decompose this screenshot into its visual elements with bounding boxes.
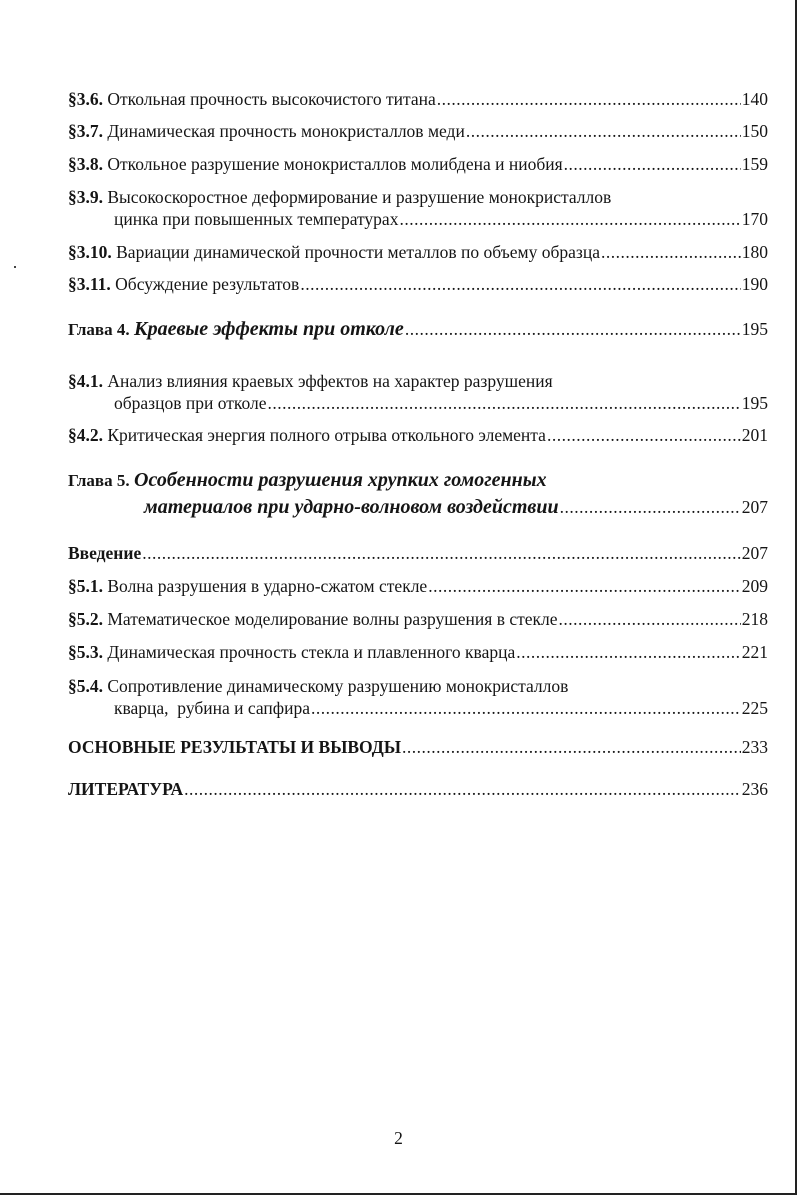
dot-leader (601, 241, 741, 263)
section-title: Динамическая прочность стекла и плавленного кварца (107, 642, 516, 662)
page-ref: 207 (741, 543, 768, 563)
section-number: §3.8. (68, 154, 103, 174)
section-title: Критическая энергия полного отрыва откольного элемента (107, 425, 546, 445)
section-title: Обсуждение результатов (115, 274, 300, 294)
page-ref: 207 (741, 497, 768, 517)
toc-entry-3-11[interactable] (68, 273, 768, 295)
toc-entry-3-8[interactable] (68, 153, 768, 175)
page-ref: 195 (741, 393, 768, 413)
dot-leader (399, 208, 740, 230)
toc-entry-3-9[interactable] (68, 186, 768, 230)
toc-entry-4-2[interactable] (68, 424, 768, 446)
section-title-line-2: кварца, рубина и сапфира (114, 698, 310, 718)
toc-entry-5-4[interactable] (68, 675, 768, 719)
section-title: Динамическая прочность монокристаллов меди (107, 121, 465, 141)
section-number: §4.1. (68, 371, 103, 391)
toc-chapter-5[interactable] (68, 467, 768, 520)
toc-entry-3-6[interactable] (68, 88, 768, 110)
dot-leader (405, 318, 741, 340)
dot-leader (311, 697, 741, 719)
scan-speck (14, 266, 16, 268)
toc-entry-3-10[interactable] (68, 241, 768, 263)
page-ref: 218 (741, 609, 768, 629)
toc-introduction[interactable] (68, 542, 768, 564)
dot-leader (547, 424, 741, 446)
section-title: Откольная прочность высокочистого титана (107, 89, 436, 109)
toc-chapter-4[interactable] (68, 318, 768, 341)
toc-literature[interactable] (68, 778, 768, 800)
dot-leader (142, 542, 741, 564)
page-ref: 236 (741, 779, 768, 799)
page-ref: 195 (741, 319, 768, 339)
page-ref: 180 (741, 242, 768, 262)
chapter-title-line-1: Особенности разрушения хрупких гомогенных (134, 469, 547, 491)
toc-entry-5-2[interactable] (68, 608, 768, 630)
dot-leader (437, 88, 741, 110)
chapter-title-line-2: материалов при ударно-волновом воздействии (144, 496, 559, 518)
page-ref: 170 (741, 209, 768, 229)
section-title: Волна разрушения в ударно-сжатом стекле (107, 576, 428, 596)
chapter-label: Глава 5. (68, 471, 130, 490)
dot-leader (184, 778, 741, 800)
section-title: Вариации динамической прочности металлов по объему образца (116, 242, 600, 262)
page-ref: 221 (741, 642, 768, 662)
section-number: §5.2. (68, 609, 103, 629)
page-ref: 201 (741, 425, 768, 445)
section-number: §3.10. (68, 242, 112, 262)
dot-leader (466, 120, 741, 142)
section-title: Математическое моделирование волны разрушения в стекле (107, 609, 558, 629)
section-number: §5.4. (68, 676, 103, 696)
section-number: §3.6. (68, 89, 103, 109)
chapter-title: Краевые эффекты при отколе (134, 318, 404, 340)
section-title-line-2: цинка при повышенных температурах (114, 209, 399, 229)
page-ref: 190 (741, 274, 768, 294)
section-title-line-1: Анализ влияния краевых эффектов на характер разрушения (107, 371, 553, 391)
dot-leader (300, 273, 740, 295)
section-number: §4.2. (68, 425, 103, 445)
page-ref: 159 (741, 154, 768, 174)
section-number: §5.1. (68, 576, 103, 596)
section-number: §3.7. (68, 121, 103, 141)
section-title-line-1: Сопротивление динамическому разрушению монокристаллов (107, 676, 569, 696)
page-ref: 225 (741, 698, 768, 718)
page-ref: 233 (741, 737, 768, 757)
section-title: Введение (68, 543, 142, 563)
toc-entry-3-7[interactable] (68, 120, 768, 142)
dot-leader (560, 494, 741, 520)
toc-results-conclusions[interactable] (68, 736, 768, 758)
page-ref: 150 (741, 121, 768, 141)
dot-leader (428, 575, 741, 597)
dot-leader (268, 392, 741, 414)
section-title: Откольное разрушение монокристаллов молибдена и ниобия (107, 154, 563, 174)
toc-entry-5-1[interactable] (68, 575, 768, 597)
toc-entry-5-3[interactable] (68, 641, 768, 663)
section-title-line-2: образцов при отколе (114, 393, 267, 413)
section-number: §3.11. (68, 274, 111, 294)
page-ref: 209 (741, 576, 768, 596)
dot-leader (516, 641, 741, 663)
section-title: ЛИТЕРАТУРА (68, 779, 184, 799)
dot-leader (402, 736, 741, 758)
section-number: §5.3. (68, 642, 103, 662)
page-ref: 140 (741, 89, 768, 109)
section-title: ОСНОВНЫЕ РЕЗУЛЬТАТЫ И ВЫВОДЫ (68, 737, 402, 757)
chapter-label: Глава 4. (68, 320, 130, 339)
dot-leader (564, 153, 741, 175)
section-title-line-1: Высокоскоростное деформирование и разрушение монокристаллов (107, 187, 612, 207)
page-number: 2 (394, 1128, 403, 1148)
section-number: §3.9. (68, 187, 103, 207)
dot-leader (559, 608, 741, 630)
toc-entry-4-1[interactable] (68, 370, 768, 414)
